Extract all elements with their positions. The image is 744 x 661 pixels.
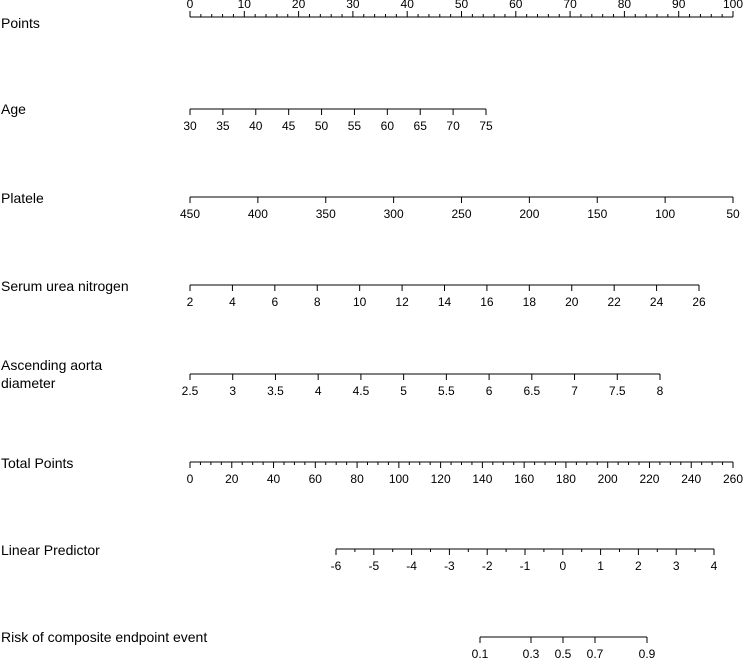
tick-label: 40 — [266, 472, 281, 486]
row-label: Age — [1, 101, 26, 117]
tick-label: 2.5 — [181, 384, 199, 398]
tick-label: 200 — [519, 207, 540, 221]
row-label: Points — [1, 15, 40, 31]
tick-label: 350 — [315, 207, 336, 221]
tick-label: 4 — [710, 559, 718, 573]
tick-label: 60 — [380, 119, 395, 133]
tick-label: 6 — [485, 384, 493, 398]
tick-label: 75 — [479, 119, 493, 133]
tick-label: 4 — [229, 295, 236, 309]
tick-label: 7.5 — [608, 384, 626, 398]
tick-label: 24 — [649, 295, 664, 309]
tick-label: 30 — [346, 0, 360, 11]
tick-label: 50 — [726, 207, 740, 221]
tick-label: -3 — [444, 559, 455, 573]
tick-label: 80 — [350, 472, 364, 486]
row-label: Risk of composite endpoint event — [1, 629, 208, 645]
tick-label: 100 — [388, 472, 409, 486]
tick-label: 160 — [514, 472, 535, 486]
tick-label: 400 — [247, 207, 268, 221]
tick-label: 35 — [216, 119, 230, 133]
row-label: Linear Predictor — [1, 542, 100, 558]
tick-label: -5 — [368, 559, 380, 573]
tick-label: 20 — [225, 472, 239, 486]
row-label: diameter — [1, 375, 56, 391]
tick-label: 10 — [237, 0, 251, 11]
tick-label: -1 — [519, 559, 531, 573]
tick-label: 2 — [186, 295, 194, 309]
tick-label: 150 — [587, 207, 608, 221]
tick-label: 30 — [183, 119, 197, 133]
tick-label: 240 — [681, 472, 702, 486]
tick-label: 70 — [563, 0, 577, 11]
row-label: Total Points — [1, 455, 74, 471]
tick-label: 10 — [352, 295, 367, 309]
tick-label: 50 — [314, 119, 329, 133]
tick-label: 5.5 — [438, 384, 455, 398]
tick-label: 55 — [347, 119, 362, 133]
tick-label: 180 — [555, 472, 576, 486]
tick-label: 60 — [308, 472, 322, 486]
tick-label: 26 — [692, 295, 706, 309]
tick-label: 45 — [281, 119, 296, 133]
tick-label: 0.5 — [554, 647, 572, 661]
tick-label: 0 — [186, 0, 194, 11]
tick-label: 6.5 — [523, 384, 541, 398]
tick-label: 200 — [597, 472, 618, 486]
tick-label: -4 — [406, 559, 417, 573]
tick-label: 100 — [655, 207, 676, 221]
tick-label: 100 — [722, 0, 744, 11]
tick-label: 80 — [617, 0, 632, 11]
tick-label: 260 — [722, 472, 744, 486]
tick-label: 2 — [635, 559, 642, 573]
tick-label: 40 — [400, 0, 414, 11]
tick-label: 22 — [607, 295, 621, 309]
tick-label: 3 — [672, 559, 680, 573]
tick-label: 65 — [413, 119, 427, 133]
tick-label: 3.5 — [267, 384, 284, 398]
tick-label: 40 — [249, 119, 263, 133]
tick-label: 120 — [430, 472, 451, 486]
tick-label: -6 — [330, 559, 342, 573]
tick-label: 300 — [383, 207, 404, 221]
tick-label: 1 — [597, 559, 604, 573]
tick-label: 8 — [313, 295, 321, 309]
tick-label: 7 — [571, 384, 578, 398]
row-label: Ascending aorta — [1, 357, 103, 373]
tick-label: 140 — [472, 472, 493, 486]
tick-label: 250 — [451, 207, 472, 221]
tick-label: 8 — [656, 384, 664, 398]
row-label: Serum urea nitrogen — [1, 278, 129, 294]
tick-label: 90 — [672, 0, 686, 11]
tick-label: 0.1 — [471, 647, 489, 661]
tick-label: 14 — [437, 295, 452, 309]
tick-label: 6 — [271, 295, 279, 309]
row-label: Platele — [1, 190, 44, 206]
tick-label: 50 — [454, 0, 469, 11]
tick-label: 18 — [522, 295, 537, 309]
tick-label: 0.9 — [638, 647, 656, 661]
tick-label: 70 — [446, 119, 460, 133]
tick-label: 0.7 — [586, 647, 604, 661]
tick-label: 0.3 — [522, 647, 540, 661]
tick-label: 0 — [186, 472, 194, 486]
tick-label: -2 — [481, 559, 493, 573]
tick-label: 4 — [314, 384, 322, 398]
tick-label: 450 — [179, 207, 201, 221]
tick-label: 20 — [565, 295, 579, 309]
tick-label: 5 — [400, 384, 407, 398]
tick-label: 3 — [229, 384, 237, 398]
tick-label: 60 — [509, 0, 523, 11]
tick-label: 220 — [639, 472, 660, 486]
tick-label: 0 — [559, 559, 567, 573]
tick-label: 12 — [395, 295, 409, 309]
tick-label: 20 — [291, 0, 306, 11]
tick-label: 4.5 — [352, 384, 370, 398]
tick-label: 16 — [480, 295, 494, 309]
